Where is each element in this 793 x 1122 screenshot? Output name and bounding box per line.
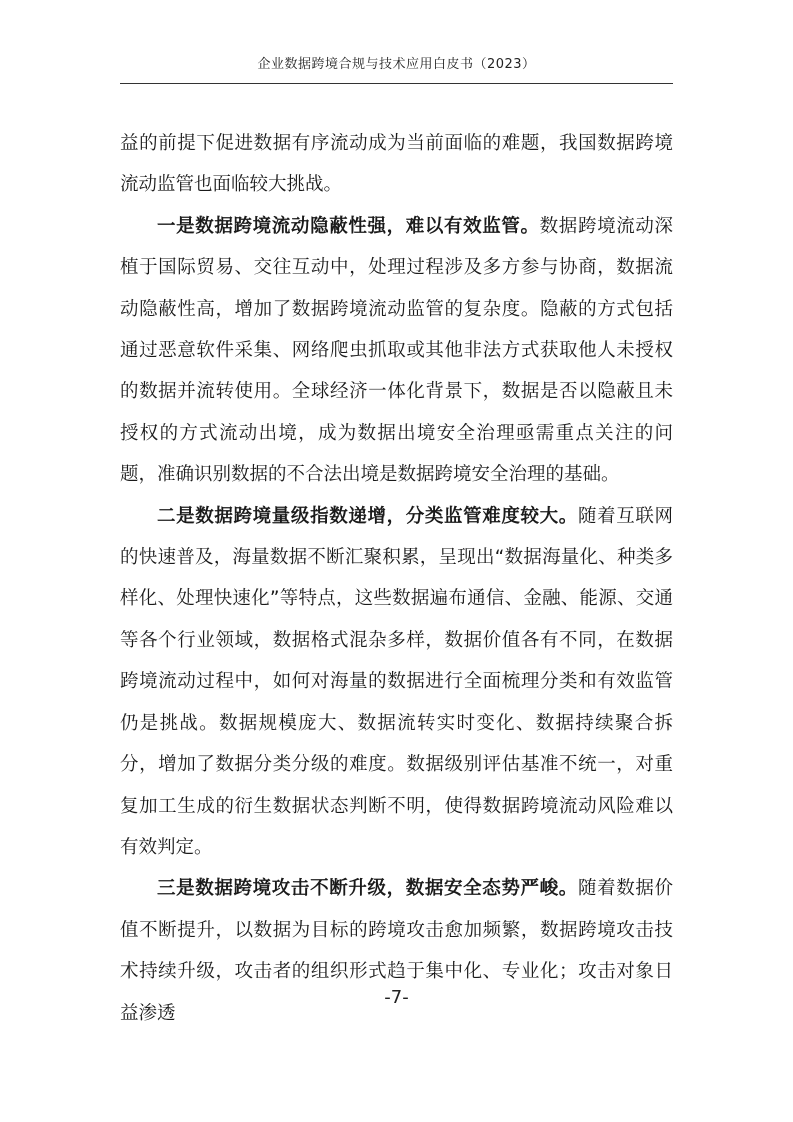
- paragraph-lead-heading: 一是数据跨境流动隐蔽性强，难以有效监管。: [157, 215, 540, 237]
- paragraph-challenge-2: [120, 496, 673, 869]
- paragraph-challenge-1: [120, 206, 673, 496]
- paragraph-text: 益的前提下促进数据有序流动成为当前面临的难题，我国数据跨境流动监管也面临较大挑战。: [120, 133, 673, 196]
- paragraph-lead-heading: 三是数据跨境攻击不断升级，数据安全态势严峻。: [157, 878, 578, 900]
- page-number: -7-: [384, 987, 409, 1008]
- body-text: [120, 123, 673, 1034]
- paragraph-continuation: [120, 123, 673, 206]
- paragraph-text: 数据跨境流动深植于国际贸易、交往互动中，处理过程涉及多方参与协商，数据流动隐蔽性高，增加了数据跨境流动监管的复杂度。隐蔽的方式包括通过恶意软件采集、网络爬虫抓取或其他非法方式获取他人未授权的数据并流转使用。全球经济一体化背景下，数据是否以隐蔽且未授权的方式流动出境，成为数据出境安全治理亟需重点关注的问题，准确识别数据的不合法出境是数据跨境安全治理的基础。: [120, 215, 673, 486]
- running-header-title: 企业数据跨境合规与技术应用白皮书（2023）: [257, 57, 536, 72]
- paragraph-lead-heading: 二是数据跨境量级指数递增，分类监管难度较大。: [157, 505, 578, 527]
- header-divider: [120, 83, 673, 84]
- paragraph-text: 随着互联网的快速普及，海量数据不断汇聚积累，呈现出“数据海量化、种类多样化、处理快速化”等特点，这些数据遍布通信、金融、能源、交通等各个行业领域，数据格式混杂多样，数据价值各有不同，在数据跨境流动过程中，如何对海量的数据进行全面梳理分类和有效监管仍是挑战。数据规模庞大、数据流转实时变化、数据持续聚合拆分，增加了数据分类分级的难度。数据级别评估基准不统一，对重复加工生成的衍生数据状态判断不明，使得数据跨境流动风险难以有效判定。: [120, 505, 673, 858]
- paragraph-text: 随着数据价值不断提升，以数据为目标的跨境攻击愈加频繁，数据跨境攻击技术持续升级，攻击者的组织形式趋于集中化、专业化；攻击对象日益渗透: [120, 878, 673, 1024]
